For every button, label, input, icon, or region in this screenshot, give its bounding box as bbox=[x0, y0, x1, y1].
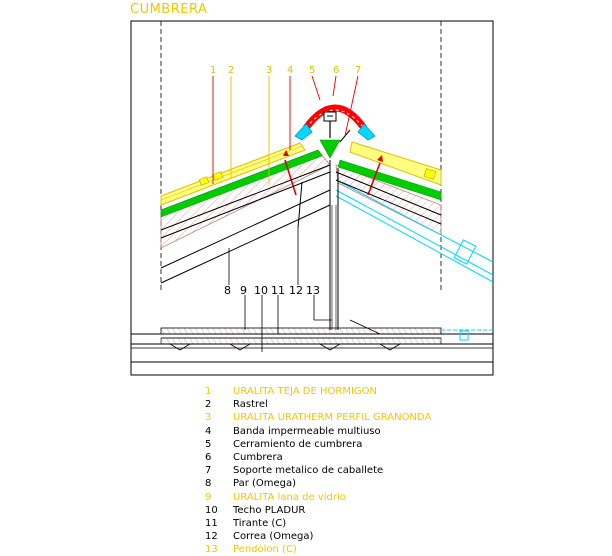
legend-row bbox=[205, 477, 505, 490]
callout-5: 5 bbox=[309, 65, 316, 76]
legend-row bbox=[205, 385, 505, 398]
legend-number: 3 bbox=[205, 412, 212, 424]
legend-number: 10 bbox=[205, 504, 218, 516]
legend-number: 13 bbox=[205, 544, 218, 556]
callout-11: 11 bbox=[271, 284, 285, 297]
legend-row bbox=[205, 464, 505, 477]
legend-text: Tirante (C) bbox=[233, 517, 287, 529]
legend-row bbox=[205, 411, 505, 424]
legend-number: 12 bbox=[205, 531, 218, 543]
legend-text: Par (Omega) bbox=[233, 478, 297, 490]
legend bbox=[205, 385, 505, 556]
legend-row bbox=[205, 451, 505, 464]
callout-9: 9 bbox=[240, 284, 247, 297]
legend-number: 6 bbox=[205, 451, 212, 463]
legend-text: URALITA URATHERM PERFIL GRANONDA bbox=[233, 412, 432, 424]
legend-number: 11 bbox=[205, 517, 218, 529]
legend-text: Techo PLADUR bbox=[233, 504, 306, 516]
callout-13: 13 bbox=[306, 284, 320, 297]
bottom-callouts bbox=[224, 284, 320, 297]
legend-text: URALITA lana de vidrio bbox=[233, 491, 346, 503]
legend-text: Rastrel bbox=[233, 399, 268, 411]
legend-number: 9 bbox=[205, 491, 212, 503]
legend-row bbox=[205, 530, 505, 543]
callout-2: 2 bbox=[228, 65, 235, 76]
legend-number: 7 bbox=[205, 465, 212, 477]
callout-10: 10 bbox=[254, 284, 268, 297]
legend-row bbox=[205, 398, 505, 411]
callout-4: 4 bbox=[287, 65, 294, 76]
legend-number: 2 bbox=[205, 399, 212, 411]
callout-1: 1 bbox=[210, 65, 217, 76]
king-post bbox=[330, 160, 338, 330]
top-callouts bbox=[210, 65, 361, 76]
legend-number: 5 bbox=[205, 438, 212, 450]
legend-text: Cumbrera bbox=[233, 451, 283, 463]
ceiling-assembly bbox=[131, 320, 493, 362]
legend-number: 8 bbox=[205, 478, 212, 490]
legend-number: 4 bbox=[205, 425, 212, 437]
legend-row bbox=[205, 438, 505, 451]
drawing-title: CUMBRERA bbox=[130, 2, 208, 17]
legend-text: Cerramiento de cumbrera bbox=[233, 438, 363, 450]
legend-number: 1 bbox=[205, 386, 212, 397]
callout-7: 7 bbox=[355, 65, 362, 76]
legend-text: Correa (Omega) bbox=[233, 531, 314, 543]
callout-8: 8 bbox=[224, 284, 231, 297]
callout-3: 3 bbox=[266, 65, 273, 76]
legend-text: Soporte metalico de caballete bbox=[233, 465, 384, 477]
legend-row bbox=[205, 504, 505, 517]
legend-row bbox=[205, 425, 505, 438]
legend-text: URALITA TEJA DE HORMIGON bbox=[233, 386, 378, 397]
legend-row bbox=[205, 517, 505, 530]
callout-6: 6 bbox=[333, 65, 340, 76]
callout-12: 12 bbox=[289, 284, 303, 297]
legend-row bbox=[205, 543, 505, 556]
legend-text: Banda impermeable multiuso bbox=[233, 425, 381, 437]
legend-row bbox=[205, 491, 505, 504]
legend-text: Pendolon (C) bbox=[233, 544, 297, 556]
